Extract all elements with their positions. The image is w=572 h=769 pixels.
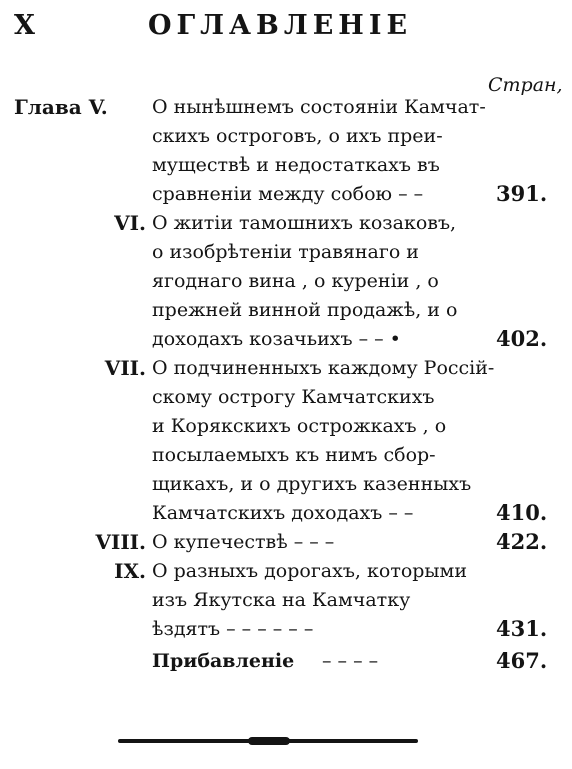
chapter-label: VII. xyxy=(104,356,146,380)
chapter-label: Глава V. xyxy=(14,95,108,119)
entry-line: Камчатскихъ доходахъ – – xyxy=(152,502,414,524)
chapter-label: IX. xyxy=(114,559,146,583)
page-title: ОГЛАВЛЕНIЕ xyxy=(148,10,413,41)
entry-page-number: 410. xyxy=(496,500,548,525)
chapter-label: VIII. xyxy=(95,530,146,554)
entry-page-number: 391. xyxy=(496,181,548,206)
entry-line: о изобрѣтенiи травянаго и xyxy=(152,241,419,263)
entry-line: и Корякскихъ острожкахъ , о xyxy=(152,415,447,437)
entry-line: щикахъ, и о другихъ казенныхъ xyxy=(152,473,472,495)
entry-line: скому острогу Камчатскихъ xyxy=(152,386,435,408)
entry-line: ѣздятъ – – – – – – xyxy=(152,618,314,640)
entry-line: ягоднаго вина , о куренiи , о xyxy=(152,270,439,292)
entry-line: доходахъ козачьихъ – – • xyxy=(152,328,401,350)
entry-line: изъ Якутска на Камчатку xyxy=(152,589,411,611)
entry-page-number: 467. xyxy=(496,648,548,673)
entry-line: О разныхъ дорогахъ, которыми xyxy=(152,560,467,582)
appendix-dashes: – – – – xyxy=(322,650,379,672)
entry-page-number: 422. xyxy=(496,529,548,554)
entry-page-number: 402. xyxy=(496,326,548,351)
page-number-roman: X xyxy=(14,10,36,41)
ornamental-rule xyxy=(118,739,418,743)
entry-page-number: 431. xyxy=(496,616,548,641)
entry-line: сравненiи между собою – – xyxy=(152,183,424,205)
appendix-label: Прибавленiе xyxy=(152,650,295,672)
entry-line: О нынѣшнемъ состоянiи Камчат- xyxy=(152,96,486,118)
entry-line: посылаемыхъ къ нимъ сбор- xyxy=(152,444,436,466)
entry-line: О подчиненныхъ каждому Россiй- xyxy=(152,357,495,379)
pages-column-heading: Стран, xyxy=(488,74,563,96)
chapter-label: VI. xyxy=(114,211,146,235)
entry-line: скихъ остроговъ, о ихъ преи- xyxy=(152,125,443,147)
entry-line: О житiи тамошнихъ козаковъ, xyxy=(152,212,457,234)
entry-line: О купечествѣ – – – xyxy=(152,531,335,553)
entry-line: муществѣ и недостаткахъ въ xyxy=(152,154,440,176)
entry-line: прежней винной продажѣ, и о xyxy=(152,299,458,321)
